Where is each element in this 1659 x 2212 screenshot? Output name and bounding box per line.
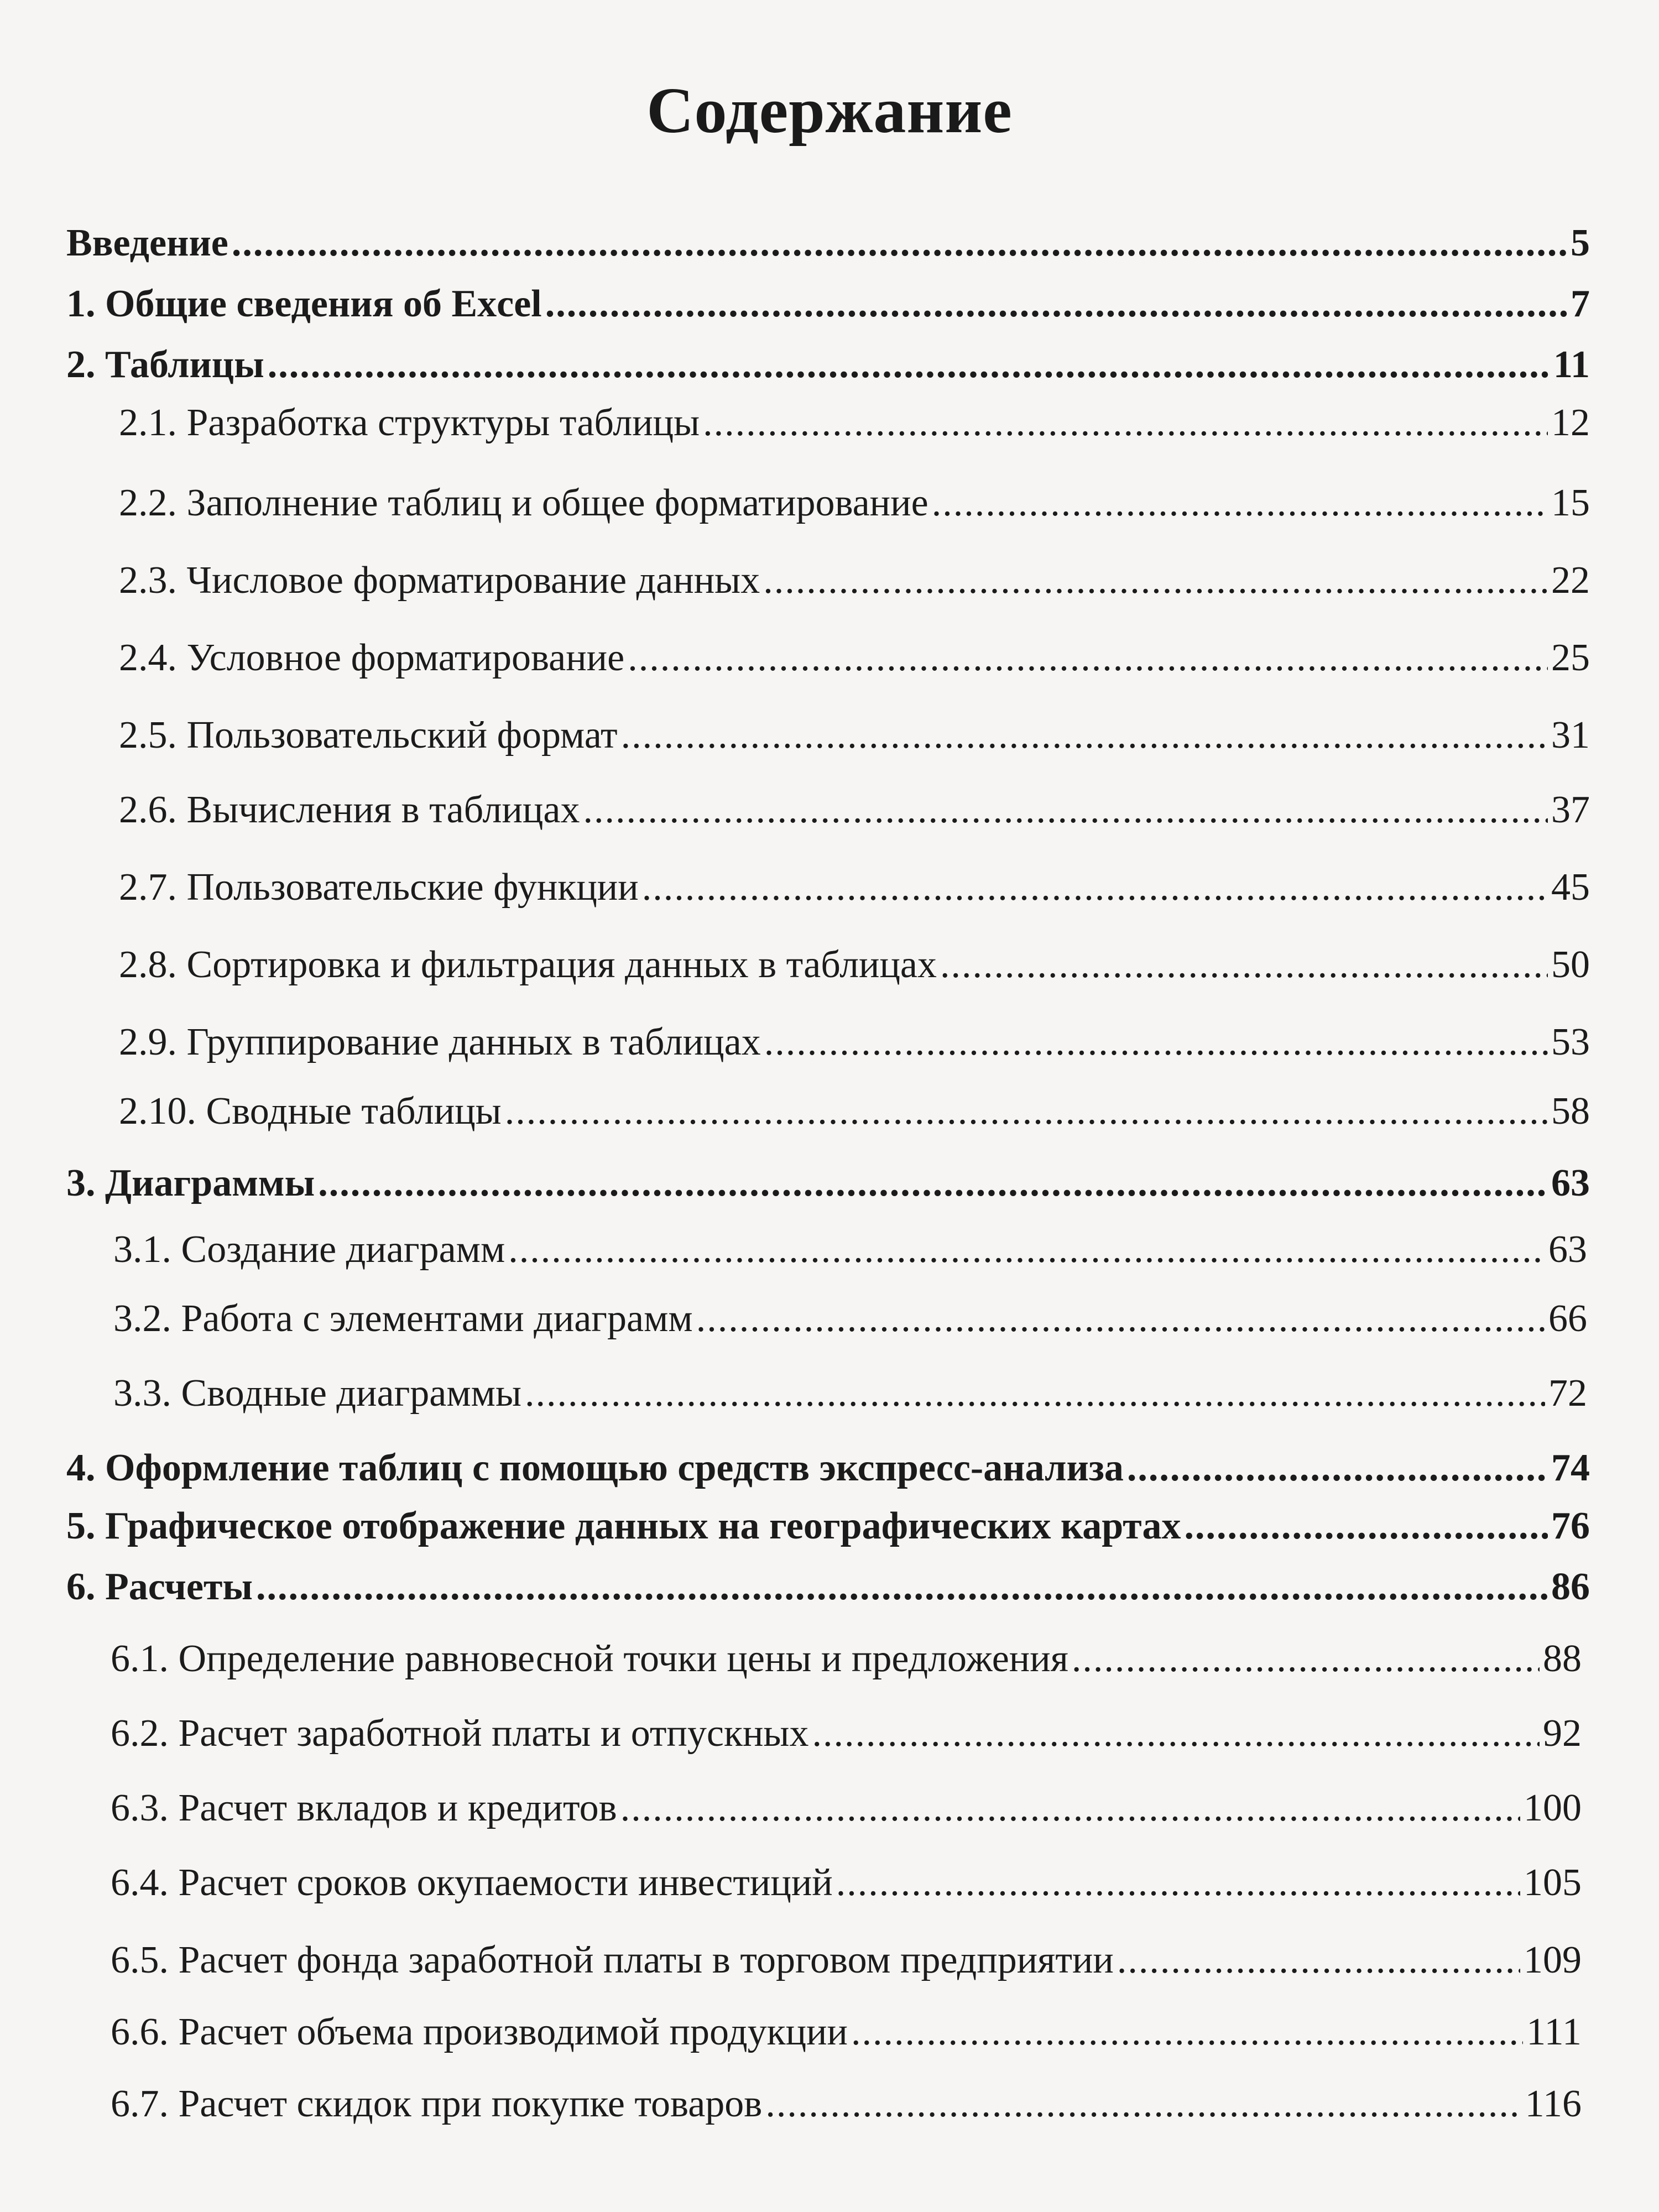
- toc-page-number: 45: [1551, 866, 1590, 909]
- toc-page-number: 11: [1553, 343, 1590, 386]
- dot-leader: [318, 1159, 1548, 1208]
- dot-leader: [1185, 1501, 1548, 1551]
- toc-section-entry: [119, 785, 1590, 835]
- toc-section-entry: [119, 940, 1590, 990]
- dot-leader: [765, 2079, 1521, 2129]
- toc-entry-label: 3.1. Создание диаграмм: [113, 1228, 505, 1271]
- toc-page-number: 15: [1551, 482, 1590, 524]
- dot-leader: [764, 1018, 1548, 1067]
- toc-section-entry: [119, 863, 1590, 912]
- toc-page-number: 53: [1551, 1021, 1590, 1063]
- toc-section-entry: [113, 1225, 1587, 1275]
- toc-entry-label: 6.2. Расчет заработной платы и отпускных: [111, 1712, 809, 1755]
- toc-section-entry: [113, 1369, 1587, 1418]
- toc-entry-label: 3.2. Работа с элементами диаграмм: [113, 1297, 693, 1340]
- toc-entry-label: 2.8. Сортировка и фильтрация данных в таблицах: [119, 943, 937, 986]
- toc-section-entry: [119, 633, 1590, 683]
- toc-chapter-entry: [66, 340, 1590, 390]
- dot-leader: [268, 340, 1550, 390]
- toc-entry-label: 5. Графическое отображение данных на географических картах: [66, 1505, 1181, 1547]
- toc-chapter-entry: [66, 1562, 1590, 1612]
- toc-entry-label: 6.1. Определение равновесной точки цены и предложения: [111, 1637, 1068, 1680]
- toc-page-number: 88: [1543, 1637, 1582, 1680]
- dot-leader: [642, 863, 1548, 912]
- toc-page-number: 116: [1525, 2083, 1582, 2125]
- dot-leader: [763, 556, 1548, 606]
- toc-page-number: 111: [1526, 2011, 1582, 2053]
- toc-chapter-entry: [66, 1159, 1590, 1208]
- toc-page-number: 58: [1551, 1090, 1590, 1133]
- toc-section-entry: [111, 1709, 1582, 1759]
- toc-entry-label: 2. Таблицы: [66, 343, 264, 386]
- toc-page-number: 25: [1551, 637, 1590, 679]
- toc-entry-label: 1. Общие сведения об Excel: [66, 283, 542, 325]
- dot-leader: [583, 785, 1548, 835]
- toc-page-number: 86: [1551, 1566, 1590, 1608]
- toc-page-number: 92: [1543, 1712, 1582, 1755]
- toc-section-entry: [111, 2007, 1582, 2057]
- toc-entry-label: 6.4. Расчет сроков окупаемости инвестиций: [111, 1861, 833, 1904]
- dot-leader: [812, 1709, 1540, 1759]
- toc-entry-label: 6.5. Расчет фонда заработной платы в торговом предприятии: [111, 1939, 1114, 1981]
- dot-leader: [628, 633, 1548, 683]
- toc-page-number: 76: [1551, 1505, 1590, 1547]
- page-title: Содержание: [646, 74, 1013, 147]
- dot-leader: [1072, 1634, 1540, 1684]
- toc-entry-label: 6.7. Расчет скидок при покупке товаров: [111, 2083, 763, 2125]
- toc-entry-label: 2.9. Группирование данных в таблицах: [119, 1021, 761, 1063]
- toc-page-number: 31: [1551, 714, 1590, 757]
- dot-leader: [545, 279, 1567, 329]
- dot-leader: [940, 940, 1548, 990]
- toc-entry-label: 3. Диаграммы: [66, 1162, 315, 1204]
- dot-leader: [703, 398, 1548, 448]
- dot-leader: [256, 1562, 1548, 1612]
- toc-page-number: 66: [1548, 1297, 1587, 1340]
- toc-page-number: 5: [1571, 222, 1590, 264]
- dot-leader: [525, 1369, 1545, 1418]
- toc-page-number: 100: [1524, 1787, 1582, 1829]
- toc-entry-label: Введение: [66, 222, 228, 264]
- toc-entry-label: 3.3. Сводные диаграммы: [113, 1372, 521, 1415]
- toc-page-number: 72: [1548, 1372, 1587, 1415]
- toc-section-entry: [119, 398, 1590, 448]
- dot-leader: [505, 1087, 1548, 1136]
- toc-section-entry: [111, 1783, 1582, 1833]
- dot-leader: [696, 1294, 1545, 1344]
- toc-page-number: 12: [1551, 401, 1590, 444]
- toc-page-number: 63: [1551, 1162, 1590, 1204]
- toc-page-number: 63: [1548, 1228, 1587, 1271]
- toc-entry-label: 6. Расчеты: [66, 1566, 253, 1608]
- toc-section-entry: [119, 556, 1590, 606]
- toc-chapter-entry: [66, 1443, 1590, 1493]
- toc-page-number: 105: [1524, 1861, 1582, 1904]
- toc-chapter-entry: [66, 1501, 1590, 1551]
- toc-section-entry: [119, 1018, 1590, 1067]
- toc-entry-label: 2.1. Разработка структуры таблицы: [119, 401, 700, 444]
- toc-entry-label: 6.6. Расчет объема производимой продукции: [111, 2011, 848, 2053]
- dot-leader: [508, 1225, 1545, 1275]
- toc-entry-label: 2.7. Пользовательские функции: [119, 866, 639, 909]
- dot-leader: [1127, 1443, 1548, 1493]
- toc-entry-label: 4. Оформление таблиц с помощью средств экспресс-анализа: [66, 1447, 1124, 1489]
- toc-entry-label: 6.3. Расчет вкладов и кредитов: [111, 1787, 617, 1829]
- dot-leader: [1117, 1936, 1520, 1985]
- toc-section-entry: [111, 1936, 1582, 1985]
- toc-section-entry: [119, 711, 1590, 760]
- toc-page-number: 74: [1551, 1447, 1590, 1489]
- toc-entry-label: 2.10. Сводные таблицы: [119, 1090, 502, 1133]
- dot-leader: [621, 711, 1548, 760]
- toc-section-entry: [119, 478, 1590, 528]
- toc-entry-label: 2.4. Условное форматирование: [119, 637, 625, 679]
- dot-leader: [932, 478, 1548, 528]
- toc-section-entry: [111, 2079, 1582, 2129]
- dot-leader: [620, 1783, 1520, 1833]
- toc-entry-label: 2.6. Вычисления в таблицах: [119, 789, 580, 831]
- toc-section-entry: [111, 1634, 1582, 1684]
- toc-entry-label: 2.5. Пользовательский формат: [119, 714, 618, 757]
- toc-chapter-entry: [66, 218, 1590, 268]
- toc-section-entry: [113, 1294, 1587, 1344]
- toc-page-number: 109: [1524, 1939, 1582, 1981]
- toc-entry-label: 2.2. Заполнение таблиц и общее форматирование: [119, 482, 928, 524]
- toc-page-number: 22: [1551, 559, 1590, 602]
- dot-leader: [836, 1858, 1520, 1908]
- dot-leader: [851, 2007, 1523, 2057]
- toc-entry-label: 2.3. Числовое форматирование данных: [119, 559, 760, 602]
- toc-page-number: 50: [1551, 943, 1590, 986]
- toc-page-number: 7: [1571, 283, 1590, 325]
- toc-section-entry: [119, 1087, 1590, 1136]
- toc-chapter-entry: [66, 279, 1590, 329]
- toc-section-entry: [111, 1858, 1582, 1908]
- dot-leader: [232, 218, 1567, 268]
- toc-page-number: 37: [1551, 789, 1590, 831]
